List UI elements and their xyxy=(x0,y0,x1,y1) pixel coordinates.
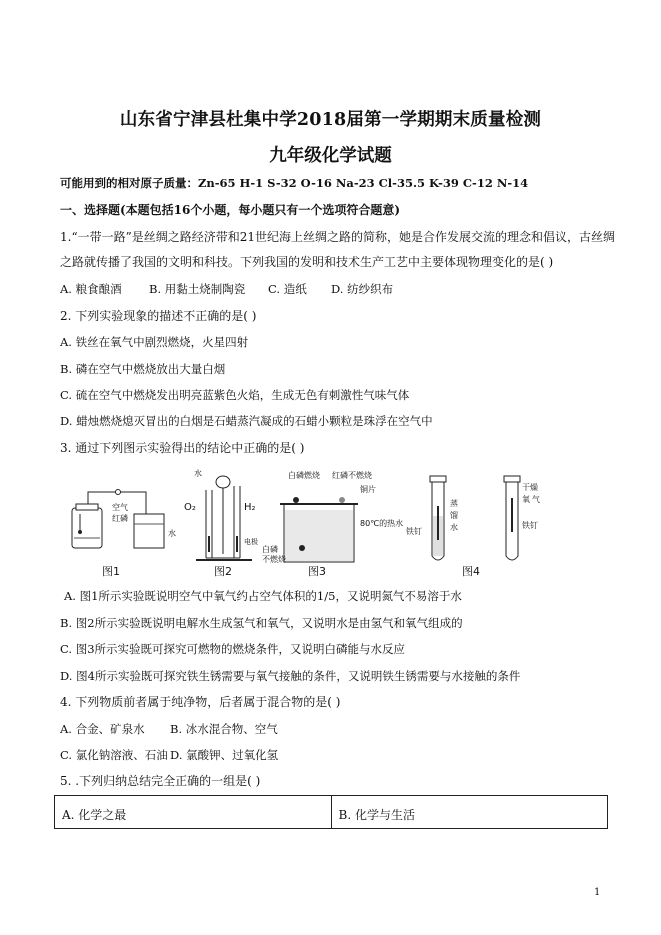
q4-stem: 4. 下列物质前者属于纯净物，后者属于混合物的是( ) xyxy=(60,695,341,709)
fig1-label-air: 空气 xyxy=(112,503,128,512)
fig2-caption: 图2 xyxy=(214,565,232,578)
q2-option-a: A. 铁丝在氧气中剧烈燃烧，火星四射 xyxy=(60,335,249,349)
fig3-label-hot: 80℃的热水 xyxy=(360,519,404,528)
fig3-label-wp-burn: 白磷燃烧 xyxy=(288,471,320,480)
q1-option-d: D. 纺纱织布 xyxy=(331,282,394,296)
fig4-label-dry: 干燥 xyxy=(522,483,538,492)
fig3-label-wp: 白磷 xyxy=(262,545,278,554)
q4-option-a: A. 合金、矿泉水 xyxy=(60,722,145,736)
figure-4-apparatus xyxy=(430,476,520,560)
fig4-label-boiled1: 蒸 xyxy=(450,499,458,508)
q3-option-c: C. 图3所示实验既可探究可燃物的燃烧条件，又说明白磷能与水反应 xyxy=(60,642,406,656)
q5-table-cell-b: B. 化学与生活 xyxy=(331,796,608,828)
fig4-label-o2-2: 气 xyxy=(532,495,540,504)
figure-3-apparatus xyxy=(280,497,358,562)
fig3-label-rp-noburn: 红磷不燃烧 xyxy=(332,471,372,480)
q4-option-b: B. 冰水混合物、空气 xyxy=(170,722,278,736)
fig4-label-o2-1: 氧 xyxy=(522,495,530,504)
q2-option-b: B. 磷在空气中燃烧放出大量白烟 xyxy=(60,362,226,376)
q5-table-cell-a: A. 化学之最 xyxy=(62,808,127,822)
fig3-caption: 图3 xyxy=(308,565,326,578)
q2-option-d: D. 蜡烛燃烧熄灭冒出的白烟是石蜡蒸汽凝成的石蜡小颗粒是珠浮在空气中 xyxy=(60,414,433,428)
fig1-label-redp: 红磷 xyxy=(112,514,128,523)
exam-title: 山东省宁津县杜集中学2018届第一学期期末质量检测 xyxy=(119,110,542,130)
fig4-label-boiled2: 馏 xyxy=(450,511,458,520)
q1-stem-line1: 1.“一带一路”是丝绸之路经济带和21世纪海上丝绸之路的简称，她是合作发展交流的理念和倡议，古丝绸 xyxy=(60,230,615,244)
fig3-label-wp2: 不燃烧 xyxy=(262,555,286,564)
exam-subtitle: 九年级化学试题 xyxy=(269,146,392,166)
q1-option-b: B. 用黏土烧制陶瓷 xyxy=(149,282,246,296)
q1-option-c: C. 造纸 xyxy=(268,282,307,296)
page-number: 1 xyxy=(594,887,601,898)
fig1-caption: 图1 xyxy=(102,565,120,578)
atomic-masses: 可能用到的相对原子质量：Zn-65 H-1 S-32 O-16 Na-23 Cl-35.5 K-39 C-12 N-14 xyxy=(60,176,529,190)
q1-stem-line2: 之路就传播了我国的文明和科技。下列我国的发明和技术生产工艺中主要体现物理变化的是( ) xyxy=(60,255,554,269)
fig4-label-nail2: 铁钉 xyxy=(522,521,538,530)
experiment-figures xyxy=(66,466,546,579)
q2-stem: 2. 下列实验现象的描述不正确的是( ) xyxy=(60,309,257,323)
section-title: 一、选择题(本题包括16个小题，每小题只有一个选项符合题意) xyxy=(60,203,401,217)
q3-option-d: D. 图4所示实验既可探究铁生锈需要与氧气接触的条件，又说明铁生锈需要与水接触的条件 xyxy=(60,669,521,683)
q3-option-a: A. 图1所示实验既说明空气中氧气约占空气体积的1/5，又说明氮气不易溶于水 xyxy=(64,589,462,603)
fig2-label-h2: H₂ xyxy=(244,502,256,513)
q5-table xyxy=(54,795,608,829)
q4-option-c: C. 氯化钠溶液、石油 xyxy=(60,748,168,762)
fig4-caption: 图4 xyxy=(462,565,480,578)
fig1-label-water: 水 xyxy=(168,529,176,538)
q1-option-a: A. 粮食酿酒 xyxy=(60,282,122,296)
fig4-label-boiled3: 水 xyxy=(450,523,458,532)
q5-stem: 5. .下列归纳总结完全正确的一组是( ) xyxy=(60,774,261,788)
fig2-label-electrode: 电极 xyxy=(244,538,258,546)
fig2-label-o2: O₂ xyxy=(184,502,196,513)
q2-option-c: C. 硫在空气中燃烧发出明亮蓝紫色火焰，生成无色有刺激性气味气体 xyxy=(60,388,410,402)
figure-2-apparatus xyxy=(196,476,252,560)
q3-stem: 3. 通过下列图示实验得出的结论中正确的是( ) xyxy=(60,441,305,455)
fig3-label-cu: 铜片 xyxy=(360,485,376,494)
fig2-label-water: 水 xyxy=(194,469,202,478)
fig4-label-nail1: 铁钉 xyxy=(406,527,422,536)
q3-option-b: B. 图2所示实验既说明电解水生成氢气和氧气，又说明水是由氢气和氧气组成的 xyxy=(60,616,463,630)
q4-option-d: D. 氯酸钾、过氧化氢 xyxy=(170,748,279,762)
